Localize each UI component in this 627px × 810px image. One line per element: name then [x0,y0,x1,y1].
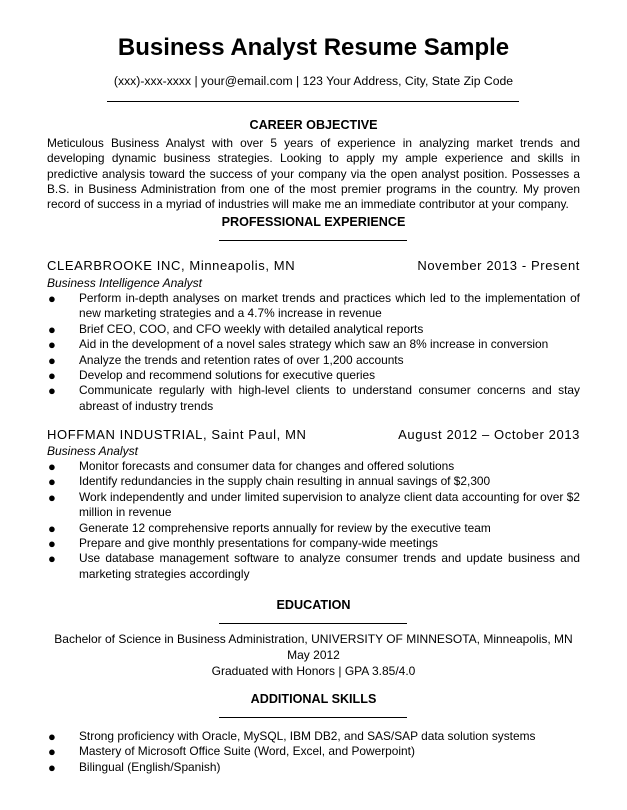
bullet-icon: ● [48,759,56,775]
bullet-icon: ● [48,291,56,306]
bullet-item: ● Use database management software to analyze consumer trends and update business and marketing strategies accordingly [48,551,580,581]
bullet-icon: ● [48,368,56,384]
resume-title: Business Analyst Resume Sample [117,34,510,61]
header-divider [107,101,519,102]
bullet-item: ● Work independently and under limited supervision to analyze client data accounting for over $2 million in revenue [48,489,580,520]
skill-item: ● Strong proficiency with Oracle, MySQL, IBM DB2, and SAS/SAP data solution systems [48,729,536,744]
job-role: Business Intelligence Analyst [47,276,202,290]
bullet-item: ● Monitor forecasts and consumer data for changes and offered solutions [48,459,455,474]
bullet-icon: ● [48,536,56,552]
experience-divider [219,240,407,241]
education-date: May 2012 [287,648,340,662]
bullet-icon: ● [48,551,56,567]
bullet-icon: ● [48,729,56,744]
bullet-item: ● Communicate regularly with high-level clients to understand consumer concerns and stay abreast of industry trends [48,383,580,413]
objective-heading: CAREER OBJECTIVE [249,118,378,132]
bullet-item: ● Perform in-depth analyses on market trends and practices which led to the implementation of new marketing strategies and a 4.7% increase in revenue [48,291,580,321]
bullet-item: ● Brief CEO, COO, and CFO weekly with detailed analytical reports [48,321,424,337]
skills-list [47,729,580,775]
bullet-icon: ● [48,321,56,337]
contact-line: (xxx)-xxx-xxxx | your@email.com | 123 Your Address, City, State Zip Code [113,74,514,88]
bullet-icon: ● [48,489,56,505]
education-divider [219,623,407,624]
bullet-item: ● Aid in the development of a novel sales strategy which saw an 8% increase in conversion [48,337,549,353]
bullet-item: ● Analyze the trends and retention rates of over 1,200 accounts [48,352,404,368]
skills-heading: ADDITIONAL SKILLS [250,692,377,706]
education-degree: Bachelor of Science in Business Administration, UNIVERSITY OF MINNESOTA, Minneapolis, MN [54,632,573,646]
job-dates: November 2013 - Present [417,258,580,273]
bullet-icon: ● [48,459,56,474]
job-header-clearbrooke [47,257,580,275]
skill-item: ● Bilingual (English/Spanish) [48,759,221,775]
bullet-icon: ● [48,337,56,353]
skill-item: ● Mastery of Microsoft Office Suite (Word, Excel, and Powerpoint) [48,744,415,760]
experience-heading: PROFESSIONAL EXPERIENCE [221,215,406,229]
bullet-item: ● Prepare and give monthly presentations for company-wide meetings [48,536,438,552]
job-bullets-clearbrooke [47,291,580,414]
bullet-icon: ● [48,744,56,760]
bullet-item: ● Develop and recommend solutions for executive queries [48,368,376,384]
job-bullets-hoffman [47,459,580,582]
job-company: HOFFMAN INDUSTRIAL, Saint Paul, MN [47,427,307,442]
bullet-icon: ● [48,474,56,490]
job-company: CLEARBROOKE INC, Minneapolis, MN [47,258,296,273]
skills-divider [219,717,407,718]
job-header-hoffman [47,426,580,444]
objective-text: Meticulous Business Analyst with over 5 years of experience in analyzing market trends and developing dynamic business strategies. Looking to apply my ample experience and skills in predictive analysis toward the success of your company via the open analyst position. Possesses a B.S. in Business Administration from one of the most premier programs in the country. My proven record of success in a myriad of industries will make me an immediate contributor at your company. [47,136,580,212]
bullet-icon: ● [48,383,56,399]
bullet-icon: ● [48,520,56,536]
bullet-item: ● Identify redundancies in the supply chain resulting in annual savings of $2,300 [48,474,491,490]
job-dates: August 2012 – October 2013 [398,427,580,442]
bullet-icon: ● [48,352,56,368]
bullet-item: ● Generate 12 comprehensive reports annually for review by the executive team [48,520,491,536]
job-role: Business Analyst [47,444,138,458]
education-honors: Graduated with Honors | GPA 3.85/4.0 [211,664,416,678]
education-heading: EDUCATION [276,598,351,612]
